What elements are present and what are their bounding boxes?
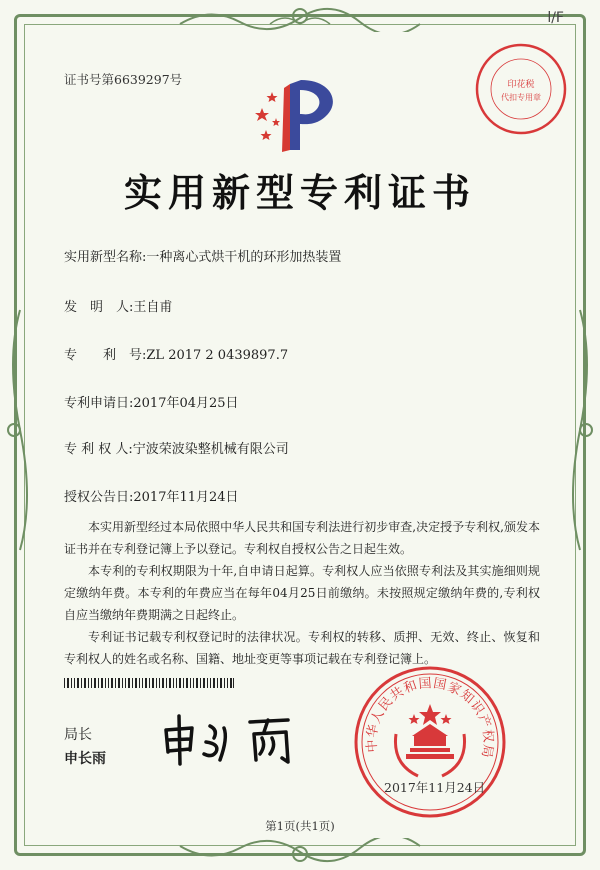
body-text [64,516,540,670]
field-label: 专 利 权 人: [64,442,133,457]
right-ornament-icon [572,300,598,560]
field-label: 授权公告日: [64,490,134,505]
top-ornament-icon [170,4,430,32]
director-name: 申长雨 [64,751,106,767]
barcode-icon [64,678,234,688]
field-label: 专利申请日: [64,396,134,411]
issue-date: 2017年11月24日 [384,780,486,795]
field-value: 2017年11月24日 [133,490,239,505]
director-signature [158,708,318,768]
national-emblem-seal-icon [352,664,508,820]
field-patent-number [64,344,288,363]
paragraph: 本实用新型经过本局依照中华人民共和国专利法进行初步审查,决定授予专利权,颁发本证书并在专利登记簿上予以登记。专利权自授权公告之日起生效。 [64,520,540,556]
page-title: 实用新型专利证书 [123,170,476,215]
field-inventor [64,296,172,315]
paragraph: 本专利的专利权期限为十年,自申请日起算。专利权人应当依照专利法及其实施细则规定缴纳年费。本专利的年费应当在每年04月25日前缴纳。未按照规定缴纳年费的,专利权自应当缴纳年费期满之日起终止。 [64,564,540,622]
tax-seal-icon [474,42,568,136]
field-utility-model-name [64,246,341,265]
page-number: 第1页(共1页) [265,819,335,833]
handwritten-corner-mark: l/F [547,10,564,26]
sipo-logo-icon [246,60,356,155]
field-grant-date [64,486,239,505]
certificate-number: 证书号第6639297号 [64,72,183,87]
field-label: 实用新型名称: [64,250,147,265]
field-value: ZL 2017 2 0439897.7 [146,348,289,363]
field-patentee [64,438,289,457]
field-value: 一种离心式烘干机的环形加热装置 [146,250,342,265]
field-label: 发 明 人: [64,300,134,315]
big-seal-text: 中华人民共和国国家知识产权局 [364,676,496,760]
field-value: 2017年04月25日 [133,396,239,411]
bottom-ornament-icon [170,838,430,866]
field-label: 专 利 号: [64,348,147,363]
field-value: 王自甫 [133,300,173,315]
director-title: 局长 [64,727,92,743]
tax-seal-line2: 代扣专用章 [501,93,541,102]
field-application-date [64,392,239,411]
paragraph: 专利证书记载专利权登记时的法律状况。专利权的转移、质押、无效、终止、恢复和专利权人的姓名或名称、国籍、地址变更等事项记载在专利登记簿上。 [64,630,540,666]
left-ornament-icon [2,300,28,560]
tax-seal-line1: 印花税 [507,80,535,90]
field-value: 宁波荣波染整机械有限公司 [132,442,289,457]
